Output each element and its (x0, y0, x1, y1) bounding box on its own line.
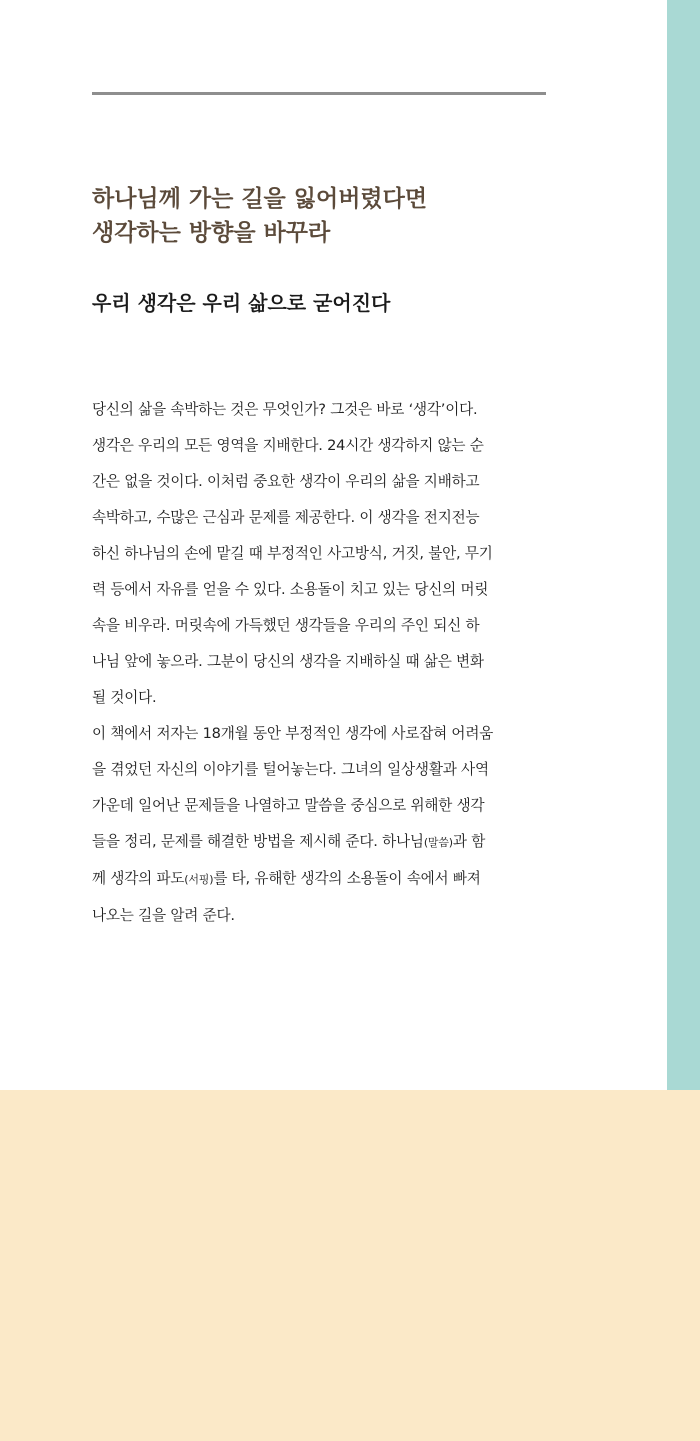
body-line: 당신의 삶을 속박하는 것은 무엇인가? 그것은 바로 ‘생각’이다. (92, 401, 478, 418)
body-line: 속박하고, 수많은 근심과 문제를 제공한다. 이 생각을 전지전능 (92, 509, 480, 526)
body-line (92, 861, 548, 898)
subheadline: 우리 생각은 우리 삶으로 굳어진다 (92, 291, 391, 315)
body-text-fragment: 를 타, 유해한 생각의 소용돌이 속에서 빠져 (213, 870, 481, 887)
body-line: 이 책에서 저자는 18개월 동안 부정적인 생각에 사로잡혀 어려움 (92, 725, 494, 742)
body-line: 속을 비우라. 머릿속에 가득했던 생각들을 우리의 주인 되신 하 (92, 617, 480, 634)
bottom-color-panel (0, 1090, 700, 1441)
body-text (92, 392, 548, 934)
body-text-fragment: 께 생각의 파도 (92, 870, 185, 887)
body-text-fragment: 들을 정리, 문제를 해결한 방법을 제시해 준다. 하나님 (92, 833, 424, 850)
body-line: 될 것이다. (92, 689, 157, 706)
annotation-word: (말씀) (423, 836, 453, 849)
body-line: 생각은 우리의 모든 영역을 지배한다. 24시간 생각하지 않는 순 (92, 437, 484, 454)
body-line: 나님 앞에 놓으라. 그분이 당신의 생각을 지배하실 때 삶은 변화 (92, 653, 484, 670)
body-line: 가운데 일어난 문제들을 나열하고 말씀을 중심으로 위해한 생각 (92, 797, 485, 814)
body-line (92, 824, 548, 861)
headline-line-1: 하나님께 가는 길을 잃어버렸다면 (92, 185, 428, 212)
body-text-fragment: 과 함 (452, 833, 486, 850)
body-line: 하신 하나님의 손에 맡길 때 부정적인 사고방식, 거짓, 불안, 무기 (92, 545, 493, 562)
body-line: 나오는 길을 알려 준다. (92, 907, 235, 924)
body-line: 간은 없을 것이다. 이처럼 중요한 생각이 우리의 삶을 지배하고 (92, 473, 480, 490)
side-color-stripe (667, 0, 700, 1090)
headline (92, 182, 572, 250)
annotation-surfing: (서핑) (184, 873, 214, 886)
body-line: 을 겪었던 자신의 이야기를 털어놓는다. 그녀의 일상생활과 사역 (92, 761, 489, 778)
headline-line-2: 생각하는 방향을 바꾸라 (92, 219, 331, 246)
top-divider (92, 92, 546, 95)
body-line: 력 등에서 자유를 얻을 수 있다. 소용돌이 치고 있는 당신의 머릿 (92, 581, 489, 598)
